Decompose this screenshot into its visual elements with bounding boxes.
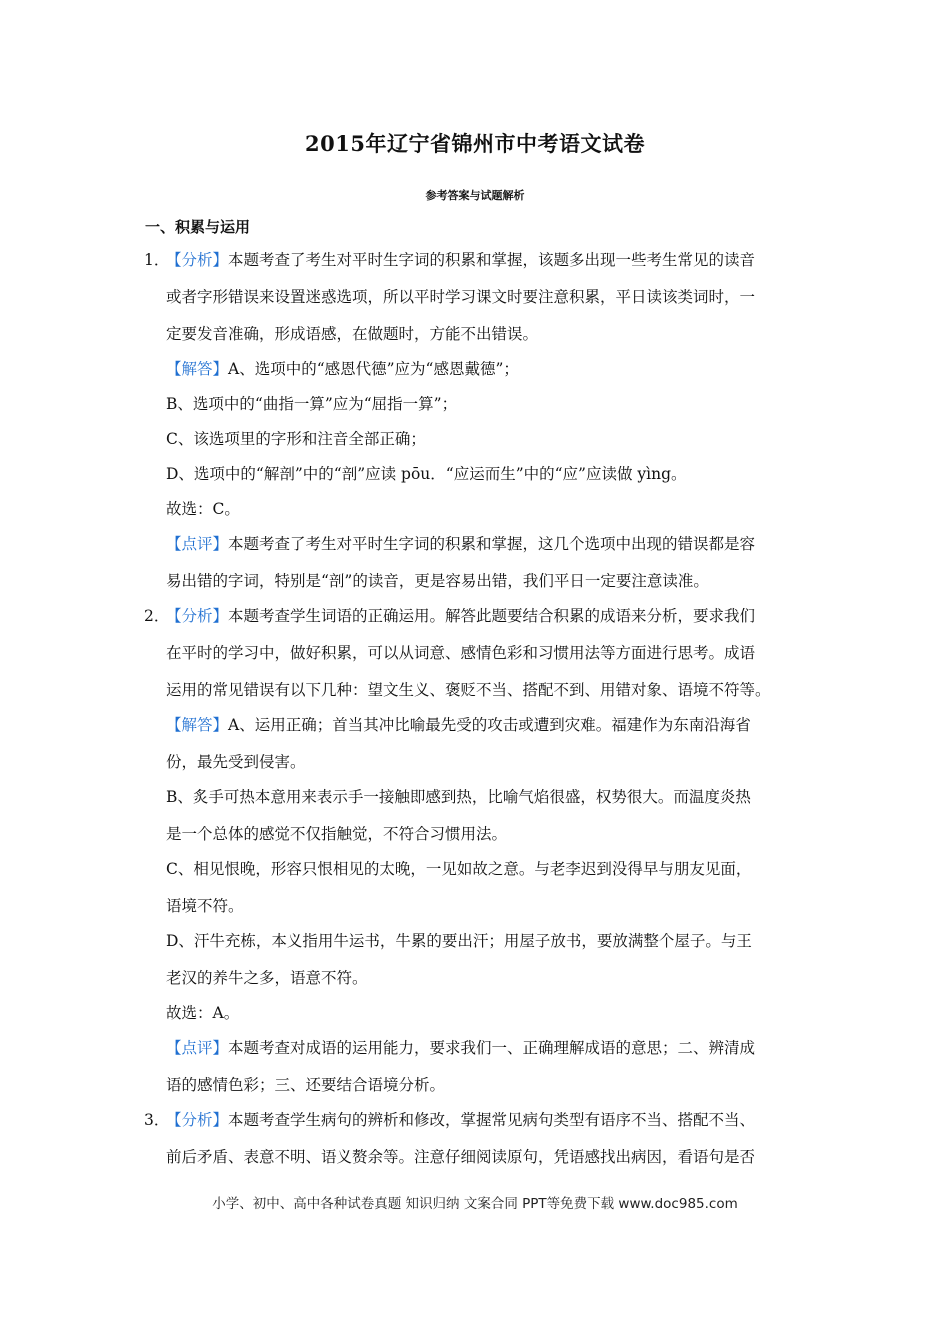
q1-answer-line: D、选项中的“解剖”中的“剖”应读 pōu．“应运而生”中的“应”应读做 yìng。	[166, 465, 687, 483]
analysis-tag: 【分析】	[166, 607, 229, 625]
text: 本题考查学生病句的辨析和修改，掌握常见病句类型有语序不当、搭配不当、	[228, 1111, 756, 1129]
q2-answer-line: 份，最先受到侵害。	[166, 753, 306, 771]
q1-answer-line	[166, 359, 519, 379]
q2-analysis-line: 运用的常见错误有以下几种：望文生义、褒贬不当、搭配不到、用错对象、语境不符等。	[166, 681, 771, 699]
q2-answer-line: B、炙手可热本意用来表示手一接触即感到热，比喻气焰很盛，权势很大。而温度炎热	[166, 788, 751, 806]
q2-choice: 故选：A。	[166, 1004, 240, 1022]
text: 本题考查学生词语的正确运用。解答此题要结合积累的成语来分析，要求我们	[228, 607, 756, 625]
q1-choice: 故选：C。	[166, 500, 240, 518]
section-heading: 一、积累与运用	[145, 218, 251, 236]
text: 本题考查了考生对平时生字词的积累和掌握，这几个选项中出现的错误都是容	[228, 535, 756, 553]
analysis-tag: 【分析】	[166, 251, 229, 269]
text: 本题考查对成语的运用能力，要求我们一、正确理解成语的意思；二、辨清成	[228, 1039, 756, 1057]
text: A、运用正确；首当其冲比喻最先受的攻击或遭到灾难。福建作为东南沿海省	[228, 716, 751, 734]
q2-answer-line: 语境不符。	[166, 897, 244, 915]
q2-answer-line: D、汗牛充栋，本义指用牛运书，牛累的要出汗；用屋子放书，要放满整个屋子。与王	[166, 932, 752, 950]
q3-analysis-line	[166, 1110, 755, 1130]
page-footer: 小学、初中、高中各种试卷真题 知识归纳 文案合同 PPT等免费下载 www.doc985.com	[212, 1196, 738, 1212]
q3-analysis-line: 前后矛盾、表意不明、语义赘余等。注意仔细阅读原句，凭语感找出病因，看语句是否	[166, 1148, 756, 1166]
answer-tag: 【解答】	[166, 360, 229, 378]
q1-comment-line	[166, 534, 755, 554]
q2-answer-line: C、相见恨晚，形容只恨相见的太晚，一见如故之意。与老李迟到没得早与朋友见面，	[166, 860, 752, 878]
q2-analysis-line	[166, 606, 755, 626]
q1-analysis-line: 或者字形错误来设置迷惑选项，所以平时学习课文时要注意积累，平日读该类词时，一	[166, 288, 756, 306]
comment-tag: 【点评】	[166, 1039, 229, 1057]
text: 本题考查了考生对平时生字词的积累和掌握，该题多出现一些考生常见的读音	[228, 251, 756, 269]
answer-tag: 【解答】	[166, 716, 229, 734]
q2-comment-line: 语的感情色彩；三、还要结合语境分析。	[166, 1076, 446, 1094]
q2-answer-line	[166, 715, 751, 735]
q1-analysis-line	[166, 250, 755, 270]
question-number: 2．	[144, 607, 170, 625]
question-number: 1．	[144, 251, 170, 269]
q2-comment-line	[166, 1038, 755, 1058]
analysis-tag: 【分析】	[166, 1111, 229, 1129]
q2-answer-line: 是一个总体的感觉不仅指触觉，不符合习惯用法。	[166, 825, 508, 843]
q1-answer-line: C、该选项里的字形和注音全部正确；	[166, 430, 426, 448]
q2-answer-line: 老汉的养牛之多，语意不符。	[166, 969, 368, 987]
question-number: 3．	[144, 1111, 170, 1129]
q1-analysis-line: 定要发音准确，形成语感，在做题时，方能不出错误。	[166, 325, 539, 343]
page-subtitle: 参考答案与试题解析	[425, 189, 525, 202]
text: A、选项中的“感恩代德”应为“感恩戴德”；	[228, 360, 519, 378]
q2-analysis-line: 在平时的学习中，做好积累，可以从词意、感情色彩和习惯用法等方面进行思考。成语	[166, 644, 756, 662]
q1-answer-line: B、选项中的“曲指一算”应为“屈指一算”；	[166, 395, 458, 413]
q1-comment-line: 易出错的字词，特别是“剖”的读音，更是容易出错，我们平日一定要注意读准。	[166, 572, 709, 590]
comment-tag: 【点评】	[166, 535, 229, 553]
page-title: 2015年辽宁省锦州市中考语文试卷	[305, 131, 645, 156]
